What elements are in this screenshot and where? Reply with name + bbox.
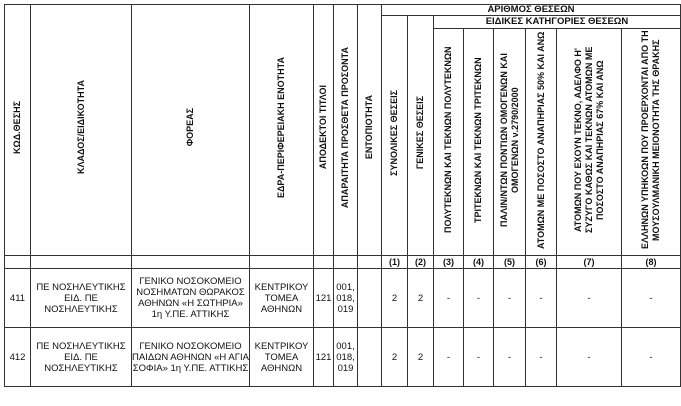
cell-quals: 001, 018, 019 — [334, 269, 358, 328]
cell-total: 2 — [382, 269, 408, 328]
header-c5: ΠΑΛΙΝ/ΝΤΩΝ ΠΟΝΤΙΩΝ ΟΜΟΓΕΝΩΝ ΚΑΙ ΟΜΟΓΕΝΩΝ ν.2790/2000 — [494, 29, 526, 256]
cell-c3: - — [434, 269, 464, 328]
cell-local — [358, 269, 382, 328]
cell-local — [358, 328, 382, 387]
cell-degrees: 121 — [314, 328, 334, 387]
cell-c5: - — [494, 269, 526, 328]
cell-seat: ΚΕΝΤΡΙΚΟΥ ΤΟΜΕΑ ΑΘΗΝΩΝ — [250, 269, 314, 328]
header-c4: ΤΡΙΤΕΚΝΩΝ ΚΑΙ ΤΕΚΝΩΝ ΤΡΙΤΕΚΝΩΝ — [464, 29, 494, 256]
column-number: (6) — [526, 256, 557, 269]
header-row-1 — [5, 5, 681, 16]
cell-general: 2 — [408, 328, 434, 387]
cell-quals: 001, 018, 019 — [334, 328, 358, 387]
cell-c3: - — [434, 328, 464, 387]
header-c6: ΑΤΟΜΩΝ ΜΕ ΠΟΣΟΣΤΟ ΑΝΑΠΗΡΙΑΣ 50% ΚΑΙ ΑΝΩ — [526, 29, 557, 256]
cell-agency: ΓΕΝΙΚΟ ΝΟΣΟΚΟΜΕΙΟ ΠΑΙΔΩΝ ΑΘΗΝΩΝ «Η ΑΓΙΑ ΣΟΦΙΑ» 1η Υ.ΠΕ. ΑΤΤΙΚΗΣ — [132, 328, 250, 387]
cell-branch: ΠΕ ΝΟΣΗΛΕΥΤΙΚΗΣ ΕΙΔ. ΠΕ ΝΟΣΗΛΕΥΤΙΚΗΣ — [31, 269, 132, 328]
header-quals: ΑΠΑΡΑΙΤΗΤΑ ΠΡΟΣΘΕΤΑ ΠΡΟΣΟΝΤΑ — [334, 5, 358, 256]
column-number: (1) — [382, 256, 408, 269]
header-general: ΓΕΝΙΚΕΣ ΘΕΣΕΙΣ — [408, 16, 434, 256]
header-c7: ΑΤΟΜΩΝ ΠΟΥ ΕΧΟΥΝ ΤΕΚΝΟ, ΑΔΕΛΦΟ Η' ΣΥΖΥΓΟ ΚΑΘΩΣ ΚΑΙ ΤΕΚΝΩΝ ΑΤΟΜΩΝ ΜΕ ΠΟΣΟΣΤΟ ΑΝΑΠΗΡΙΑΣ 67% ΚΑΙ ΑΝΩ — [557, 29, 622, 256]
column-number-row — [5, 256, 681, 269]
header-c3: ΠΟΛΥΤΕΚΝΩΝ ΚΑΙ ΤΕΚΝΩΝ ΠΟΛΥΤΕΚΝΩΝ — [434, 29, 464, 256]
header-seat: ΕΔΡΑ-ΠΕΡΙΦΕΡΕΙΑΚΗ ΕΝΟΤΗΤΑ — [250, 5, 314, 256]
cell-c6: - — [526, 269, 557, 328]
column-number: (5) — [494, 256, 526, 269]
cell-c7: - — [557, 269, 622, 328]
cell-code: 412 — [5, 328, 31, 387]
header-local: ΕΝΤΟΠΙΟΤΗΤΑ — [358, 5, 382, 256]
header-total: ΣΥΝΟΛΙΚΕΣ ΘΕΣΕΙΣ — [382, 16, 408, 256]
cell-general: 2 — [408, 269, 434, 328]
cell-c5: - — [494, 328, 526, 387]
group-header-special: ΕΙΔΙΚΕΣ ΚΑΤΗΓΟΡΙΕΣ ΘΕΣΕΩΝ — [434, 16, 681, 29]
cell-code: 411 — [5, 269, 31, 328]
cell-c6: - — [526, 328, 557, 387]
cell-degrees: 121 — [314, 269, 334, 328]
column-number: (7) — [557, 256, 622, 269]
table-row — [5, 328, 681, 387]
column-number: (3) — [434, 256, 464, 269]
positions-table — [4, 4, 681, 387]
table-row — [5, 269, 681, 328]
group-header-positions: ΑΡΙΘΜΟΣ ΘΕΣΕΩΝ — [382, 5, 681, 16]
header-agency: ΦΟΡΕΑΣ — [132, 5, 250, 256]
cell-branch: ΠΕ ΝΟΣΗΛΕΥΤΙΚΗΣ ΕΙΔ. ΠΕ ΝΟΣΗΛΕΥΤΙΚΗΣ — [31, 328, 132, 387]
header-degrees: ΑΠΟΔΕΚΤΟΙ ΤΙΤΛΟΙ — [314, 5, 334, 256]
cell-c7: - — [557, 328, 622, 387]
positions-table-container — [4, 4, 681, 387]
column-number: (8) — [622, 256, 681, 269]
header-branch: ΚΛΑΔΟΣ/ΕΙΔΙΚΟΤΗΤΑ — [31, 5, 132, 256]
header-c8: ΕΛΛΗΝΩΝ ΥΠΗΚΟΩΝ ΠΟΥ ΠΡΟΕΡΧΟΝΤΑΙ ΑΠΟ ΤΗ ΜΟΥΣΟΥΛΜΑΝΙΚΗ ΜΕΙΟΝΟΤΗΤΑ ΤΗΣ ΘΡΑΚΗΣ — [622, 29, 681, 256]
column-number: (2) — [408, 256, 434, 269]
cell-agency: ΓΕΝΙΚΟ ΝΟΣΟΚΟΜΕΙΟ ΝΟΣΗΜΑΤΩΝ ΘΩΡΑΚΟΣ ΑΘΗΝΩΝ «Η ΣΩΤΗΡΙΑ» 1η Υ.ΠΕ. ΑΤΤΙΚΗΣ — [132, 269, 250, 328]
cell-c8: - — [622, 328, 681, 387]
column-number: (4) — [464, 256, 494, 269]
header-code: ΚΩΔ.ΘΕΣΗΣ — [5, 5, 31, 256]
cell-c4: - — [464, 269, 494, 328]
cell-total: 2 — [382, 328, 408, 387]
cell-c4: - — [464, 328, 494, 387]
cell-seat: ΚΕΝΤΡΙΚΟΥ ΤΟΜΕΑ ΑΘΗΝΩΝ — [250, 328, 314, 387]
cell-c8: - — [622, 269, 681, 328]
